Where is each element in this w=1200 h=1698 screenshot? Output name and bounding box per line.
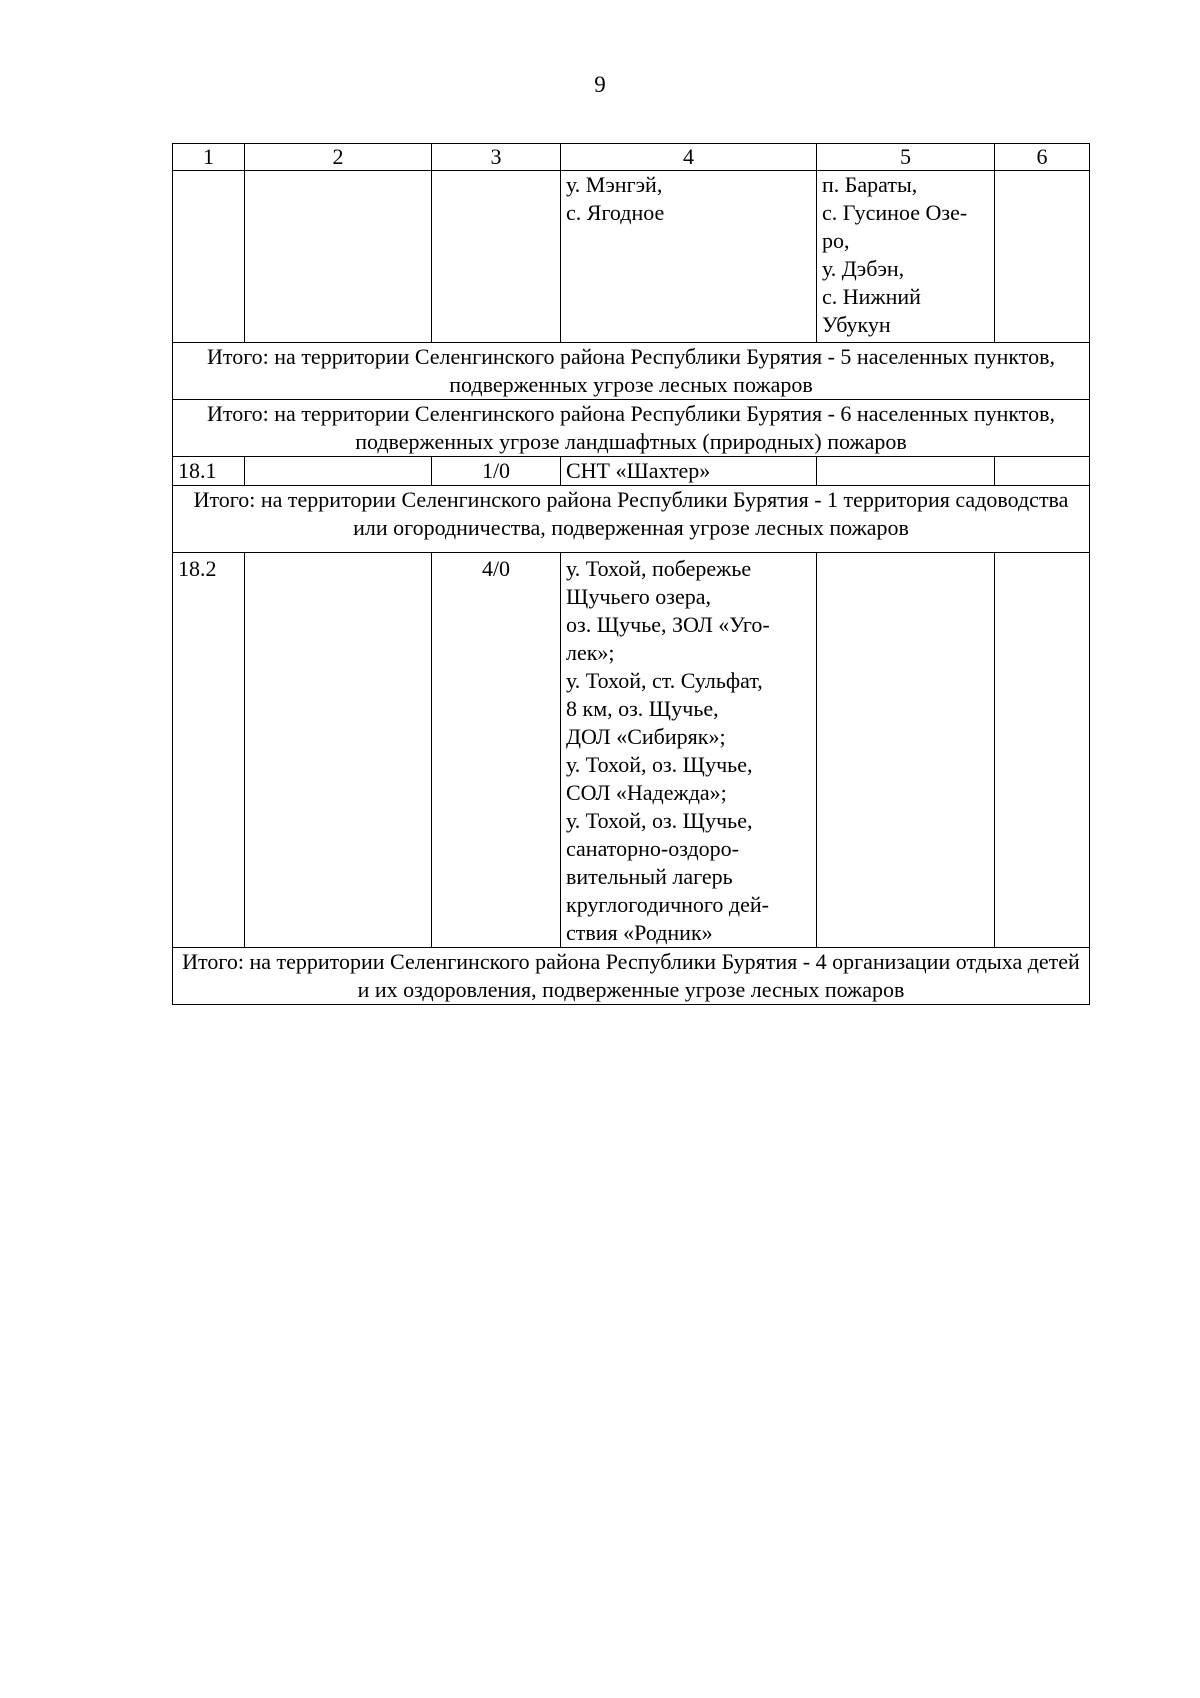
table-row xyxy=(173,457,1090,486)
settlements-table xyxy=(172,143,1090,1005)
cell-col-6 xyxy=(995,171,1090,343)
header-col-5: 5 xyxy=(817,144,995,171)
total-gardening: Итого: на территории Селенгинского района Республики Бурятия - 1 территория садоводства или огородничества, подверженная угрозе лесных пожаров xyxy=(173,486,1090,553)
cell-col-2 xyxy=(245,553,432,948)
cell-count: 1/0 xyxy=(432,457,561,486)
table-row xyxy=(173,553,1090,948)
table-row xyxy=(173,171,1090,343)
total-row xyxy=(173,400,1090,457)
cell-number xyxy=(173,171,245,343)
header-col-1: 1 xyxy=(173,144,245,171)
cell-col-6 xyxy=(995,553,1090,948)
total-row xyxy=(173,486,1090,553)
total-landscape-settlements: Итого: на территории Селенгинского района Республики Бурятия - 6 населенных пунктов, подверженных угрозе ландшафтных (природных) пожаров xyxy=(173,400,1090,457)
cell-number: 18.2 xyxy=(173,553,245,948)
cell-settlements-landscape: п. Бараты, с. Гусиное Озе- ро, у. Дэбэн, с. Нижний Убукун xyxy=(817,171,995,343)
cell-count xyxy=(432,171,561,343)
cell-col-2 xyxy=(245,171,432,343)
cell-settlements-forest: у. Мэнгэй, с. Ягодное xyxy=(561,171,817,343)
header-col-3: 3 xyxy=(432,144,561,171)
total-forest-settlements: Итого: на территории Селенгинского района Республики Бурятия - 5 населенных пунктов, подверженных угрозе лесных пожаров xyxy=(173,343,1090,400)
cell-count: 4/0 xyxy=(432,553,561,948)
cell-col-5 xyxy=(817,457,995,486)
total-row xyxy=(173,948,1090,1005)
header-col-6: 6 xyxy=(995,144,1090,171)
header-col-4: 4 xyxy=(561,144,817,171)
cell-objects: СНТ «Шахтер» xyxy=(561,457,817,486)
cell-number: 18.1 xyxy=(173,457,245,486)
total-children-camps: Итого: на территории Селенгинского района Республики Бурятия - 4 организации отдыха детей и их оздоровления, подверженные угрозе лесных пожаров xyxy=(173,948,1090,1005)
total-row xyxy=(173,343,1090,400)
table-header-row xyxy=(173,144,1090,171)
page-number: 9 xyxy=(594,72,606,97)
header-col-2: 2 xyxy=(245,144,432,171)
cell-col-5 xyxy=(817,553,995,948)
cell-col-6 xyxy=(995,457,1090,486)
cell-objects: у. Тохой, побережье Щучьего озера, оз. Щучье, ЗОЛ «Уго- лек»; у. Тохой, ст. Сульфат, 8 км, оз. Щучье, ДОЛ «Сибиряк»; у. Тохой, оз. Щучье, СОЛ «Надежда»; у. Тохой, оз. Щучье, санаторно-оздоро- вительный лагерь круглогодичного дей- ствия «Родник» xyxy=(561,553,817,948)
cell-col-2 xyxy=(245,457,432,486)
